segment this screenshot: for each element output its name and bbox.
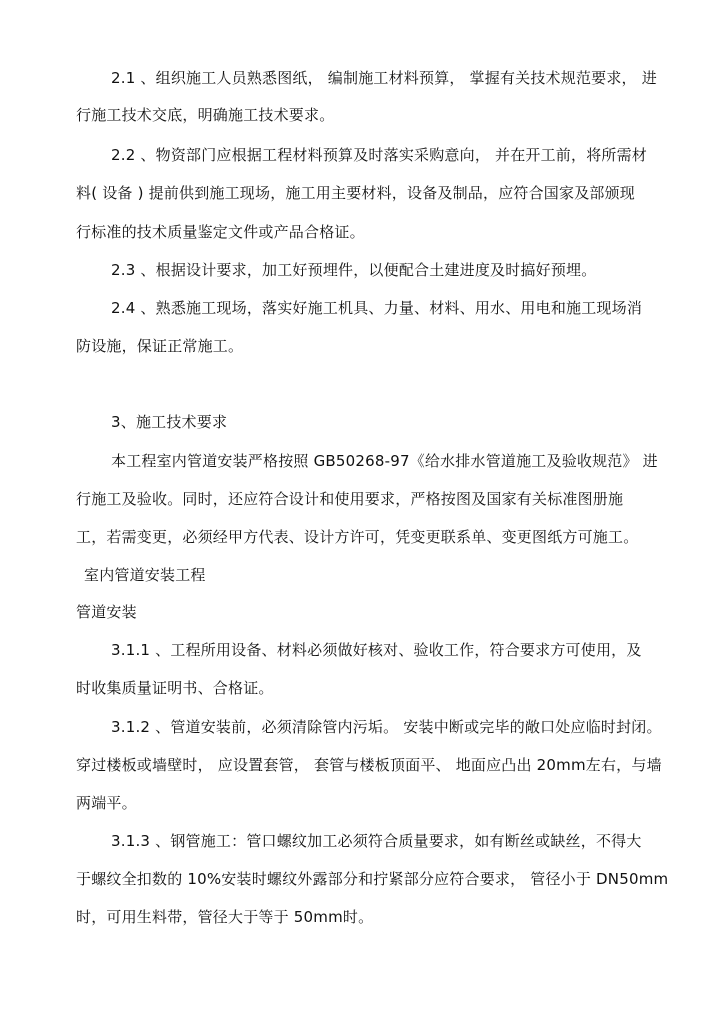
section-3-heading: 3、施工技术要求	[111, 413, 228, 431]
para-2-3-line-1: 2.3 、根据设计要求，加工好预埋件，以便配合土建进度及时搞好预埋。	[111, 261, 597, 279]
para-3-1-3-line-3: 时，可用生料带，管径大于等于 50mm时。	[76, 908, 374, 926]
para-2-2-line-3: 行标准的技术质量鉴定文件或产品合格证。	[76, 223, 365, 241]
para-3-1-3-line-2: 于螺纹全扣数的 10%安装时螺纹外露部分和拧紧部分应符合要求， 管径小于 DN50mm	[76, 870, 669, 888]
para-3-1-1-line-2: 时收集质量证明书、合格证。	[76, 679, 274, 697]
para-3-1-1-line-1: 3.1.1 、工程所用设备、材料必须做好核对、验收工作，符合要求方可使用，及	[111, 641, 642, 659]
para-3-1-2-line-1: 3.1.2 、管道安装前，必须清除管内污垢。 安装中断或完毕的敞口处应临时封闭。	[111, 718, 662, 736]
para-3-1-2-line-3: 两端平。	[76, 794, 137, 812]
para-3-1-2-line-2: 穿过楼板或墙壁时， 应设置套管， 套管与楼板顶面平、 地面应凸出 20mm左右，与墙	[76, 756, 662, 774]
para-2-2-line-1: 2.2 、物资部门应根据工程材料预算及时落实采购意向， 并在开工前，将所需材	[111, 146, 647, 164]
section-3-intro-line-2: 行施工及验收。同时，还应符合设计和使用要求，严格按图及国家有关标准图册施	[76, 490, 624, 508]
para-2-4-line-2: 防设施，保证正常施工。	[76, 337, 244, 355]
section-3-intro-line-3: 工，若需变更，必须经甲方代表、设计方许可，凭变更联系单、变更图纸方可施工。	[76, 528, 639, 546]
para-3-1-3-line-1: 3.1.3 、钢管施工：管口螺纹加工必须符合质量要求，如有断丝或缺丝，不得大	[111, 832, 642, 850]
para-2-1-line-2: 行施工技术交底，明确施工技术要求。	[76, 106, 335, 124]
para-2-4-line-1: 2.4 、熟悉施工现场，落实好施工机具、力量、材料、用水、用电和施工现场消	[111, 299, 643, 317]
section-3-intro-line-1: 本工程室内管道安装严格按照 GB50268-97《给水排水管道施工及验收规范》 进	[111, 452, 658, 470]
para-2-2-line-2: 料( 设备 ) 提前供到施工现场，施工用主要材料，设备及制品，应符合国家及部颁现	[76, 184, 636, 202]
subheading-indoor-pipe-installation: 室内管道安装工程	[84, 566, 206, 584]
subheading-pipe-installation: 管道安装	[76, 603, 137, 621]
para-2-1-line-1: 2.1 、组织施工人员熟悉图纸， 编制施工材料预算， 掌握有关技术规范要求， 进	[111, 69, 657, 87]
